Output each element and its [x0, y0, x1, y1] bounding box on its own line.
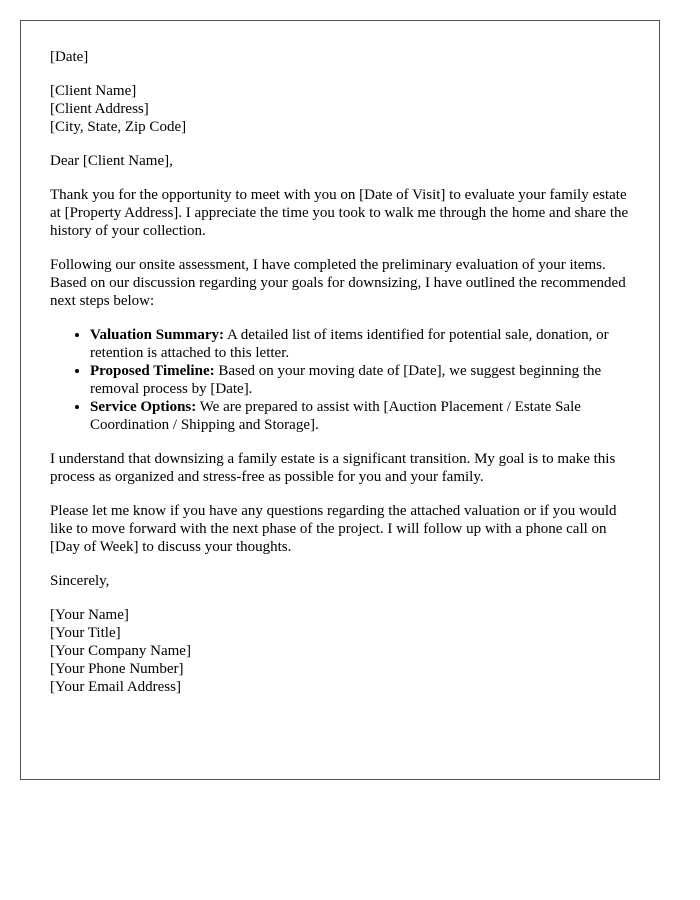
signature-block	[50, 606, 640, 696]
letter-date: [Date]	[50, 49, 89, 65]
recipient-address: [Client Address]	[50, 101, 149, 117]
paragraph-assessment: Following our onsite assessment, I have completed the preliminary evaluation of your items. Based on our discussion regarding your goals for downsizing, I have outlined the recommended next steps below:	[50, 257, 626, 309]
recipient-city-state-zip: [City, State, Zip Code]	[50, 119, 187, 135]
recipient-name: [Client Name]	[50, 83, 137, 99]
paragraph-follow-up: Please let me know if you have any questions regarding the attached valuation or if you would like to move forward with the next phase of the project. I will follow up with a phone call on [Day of Week] to discuss your thoughts.	[50, 503, 617, 555]
signature-title: [Your Title]	[50, 625, 121, 641]
list-item	[90, 398, 640, 434]
paragraph-transition: I understand that downsizing a family estate is a significant transition. My goal is to make this process as organized and stress-free as possible for you and your family.	[50, 451, 616, 485]
paragraph-intro: Thank you for the opportunity to meet with you on [Date of Visit] to evaluate your family estate at [Property Address]. I appreciate the time you took to walk me through the home and share the history of your collection.	[50, 187, 629, 239]
list-item	[90, 362, 640, 398]
recipient-block	[50, 82, 640, 136]
salutation: Dear [Client Name],	[50, 153, 173, 169]
bullet-label: Proposed Timeline:	[90, 363, 215, 379]
letter-page	[20, 20, 660, 780]
next-steps-list	[50, 326, 640, 434]
bullet-text: Based on your moving date of [Date], we suggest beginning the removal process by [Date].	[90, 363, 602, 397]
signature-email: [Your Email Address]	[50, 679, 181, 695]
letter-body	[50, 48, 640, 696]
bullet-text: A detailed list of items identified for potential sale, donation, or retention is attached to this letter.	[90, 327, 609, 361]
bullet-text: We are prepared to assist with [Auction Placement / Estate Sale Coordination / Shipping and Storage].	[90, 399, 581, 433]
bullet-label: Service Options:	[90, 399, 197, 415]
bullet-label: Valuation Summary:	[90, 327, 225, 343]
signature-phone: [Your Phone Number]	[50, 661, 184, 677]
signature-name: [Your Name]	[50, 607, 129, 623]
list-item	[90, 326, 640, 362]
closing: Sincerely,	[50, 573, 110, 589]
signature-company: [Your Company Name]	[50, 643, 191, 659]
